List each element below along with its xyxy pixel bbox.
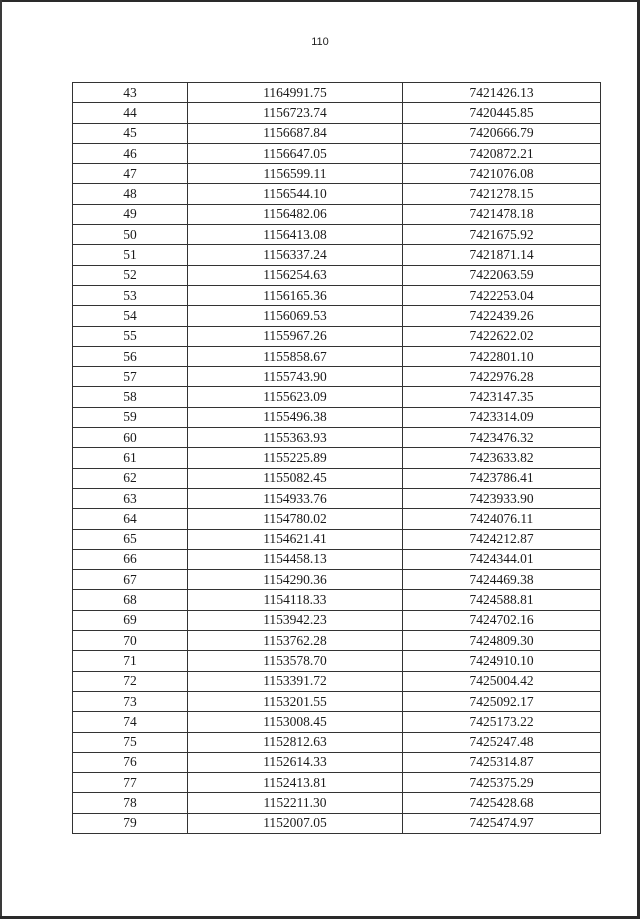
table-row [73, 407, 601, 427]
y-coordinate-cell: 7420872.21 [403, 143, 601, 163]
coordinates-table-body [73, 83, 601, 834]
page-number: 110 [311, 36, 329, 48]
y-coordinate-cell: 7425004.42 [403, 671, 601, 691]
point-number-cell: 78 [73, 793, 188, 813]
y-coordinate-cell: 7421076.08 [403, 164, 601, 184]
x-coordinate-cell: 1153942.23 [188, 610, 403, 630]
table-row [73, 428, 601, 448]
x-coordinate-cell: 1156723.74 [188, 103, 403, 123]
y-coordinate-cell: 7425375.29 [403, 773, 601, 793]
table-row [73, 651, 601, 671]
point-number-cell: 59 [73, 407, 188, 427]
scan-edge-left [0, 0, 2, 919]
table-row [73, 509, 601, 529]
y-coordinate-cell: 7422976.28 [403, 367, 601, 387]
x-coordinate-cell: 1153391.72 [188, 671, 403, 691]
x-coordinate-cell: 1155858.67 [188, 346, 403, 366]
table-row [73, 164, 601, 184]
point-number-cell: 49 [73, 204, 188, 224]
x-coordinate-cell: 1154621.41 [188, 529, 403, 549]
y-coordinate-cell: 7425173.22 [403, 712, 601, 732]
x-coordinate-cell: 1156647.05 [188, 143, 403, 163]
x-coordinate-cell: 1154780.02 [188, 509, 403, 529]
point-number-cell: 67 [73, 570, 188, 590]
table-row [73, 752, 601, 772]
y-coordinate-cell: 7425428.68 [403, 793, 601, 813]
point-number-cell: 44 [73, 103, 188, 123]
table-row [73, 306, 601, 326]
y-coordinate-cell: 7421871.14 [403, 245, 601, 265]
point-number-cell: 63 [73, 488, 188, 508]
table-row [73, 549, 601, 569]
y-coordinate-cell: 7425314.87 [403, 752, 601, 772]
y-coordinate-cell: 7420445.85 [403, 103, 601, 123]
y-coordinate-cell: 7423147.35 [403, 387, 601, 407]
table-row [73, 225, 601, 245]
y-coordinate-cell: 7421278.15 [403, 184, 601, 204]
y-coordinate-cell: 7421675.92 [403, 225, 601, 245]
table-row [73, 793, 601, 813]
coordinates-table [72, 82, 601, 834]
table-row [73, 245, 601, 265]
y-coordinate-cell: 7424212.87 [403, 529, 601, 549]
point-number-cell: 77 [73, 773, 188, 793]
y-coordinate-cell: 7422439.26 [403, 306, 601, 326]
table-row [73, 773, 601, 793]
x-coordinate-cell: 1154118.33 [188, 590, 403, 610]
x-coordinate-cell: 1154290.36 [188, 570, 403, 590]
table-row [73, 285, 601, 305]
table-row [73, 326, 601, 346]
point-number-cell: 74 [73, 712, 188, 732]
table-row [73, 448, 601, 468]
point-number-cell: 65 [73, 529, 188, 549]
point-number-cell: 51 [73, 245, 188, 265]
y-coordinate-cell: 7423933.90 [403, 488, 601, 508]
table-row [73, 488, 601, 508]
point-number-cell: 56 [73, 346, 188, 366]
table-row [73, 468, 601, 488]
y-coordinate-cell: 7424910.10 [403, 651, 601, 671]
point-number-cell: 47 [73, 164, 188, 184]
y-coordinate-cell: 7421478.18 [403, 204, 601, 224]
y-coordinate-cell: 7422253.04 [403, 285, 601, 305]
x-coordinate-cell: 1156544.10 [188, 184, 403, 204]
point-number-cell: 48 [73, 184, 188, 204]
table-row [73, 123, 601, 143]
table-row [73, 712, 601, 732]
x-coordinate-cell: 1164991.75 [188, 83, 403, 103]
table-row [73, 529, 601, 549]
y-coordinate-cell: 7422622.02 [403, 326, 601, 346]
x-coordinate-cell: 1156413.08 [188, 225, 403, 245]
point-number-cell: 61 [73, 448, 188, 468]
y-coordinate-cell: 7424344.01 [403, 549, 601, 569]
table-row [73, 570, 601, 590]
point-number-cell: 76 [73, 752, 188, 772]
point-number-cell: 43 [73, 83, 188, 103]
y-coordinate-cell: 7423314.09 [403, 407, 601, 427]
table-row [73, 184, 601, 204]
table-row [73, 813, 601, 833]
y-coordinate-cell: 7424809.30 [403, 631, 601, 651]
table-row [73, 83, 601, 103]
x-coordinate-cell: 1155082.45 [188, 468, 403, 488]
y-coordinate-cell: 7424076.11 [403, 509, 601, 529]
point-number-cell: 55 [73, 326, 188, 346]
x-coordinate-cell: 1156599.11 [188, 164, 403, 184]
x-coordinate-cell: 1155623.09 [188, 387, 403, 407]
point-number-cell: 66 [73, 549, 188, 569]
y-coordinate-cell: 7424702.16 [403, 610, 601, 630]
table-row [73, 691, 601, 711]
y-coordinate-cell: 7422063.59 [403, 265, 601, 285]
x-coordinate-cell: 1152211.30 [188, 793, 403, 813]
y-coordinate-cell: 7424469.38 [403, 570, 601, 590]
point-number-cell: 50 [73, 225, 188, 245]
point-number-cell: 70 [73, 631, 188, 651]
x-coordinate-cell: 1156482.06 [188, 204, 403, 224]
table-row [73, 610, 601, 630]
table-row [73, 732, 601, 752]
x-coordinate-cell: 1153578.70 [188, 651, 403, 671]
y-coordinate-cell: 7423786.41 [403, 468, 601, 488]
y-coordinate-cell: 7420666.79 [403, 123, 601, 143]
x-coordinate-cell: 1156337.24 [188, 245, 403, 265]
y-coordinate-cell: 7423633.82 [403, 448, 601, 468]
table-row [73, 265, 601, 285]
point-number-cell: 45 [73, 123, 188, 143]
table-row [73, 143, 601, 163]
table-row [73, 346, 601, 366]
point-number-cell: 57 [73, 367, 188, 387]
x-coordinate-cell: 1154933.76 [188, 488, 403, 508]
x-coordinate-cell: 1153762.28 [188, 631, 403, 651]
x-coordinate-cell: 1153008.45 [188, 712, 403, 732]
scan-edge-top [0, 0, 640, 2]
x-coordinate-cell: 1156254.63 [188, 265, 403, 285]
point-number-cell: 79 [73, 813, 188, 833]
x-coordinate-cell: 1152614.33 [188, 752, 403, 772]
x-coordinate-cell: 1152413.81 [188, 773, 403, 793]
y-coordinate-cell: 7424588.81 [403, 590, 601, 610]
x-coordinate-cell: 1153201.55 [188, 691, 403, 711]
y-coordinate-cell: 7423476.32 [403, 428, 601, 448]
y-coordinate-cell: 7422801.10 [403, 346, 601, 366]
point-number-cell: 62 [73, 468, 188, 488]
point-number-cell: 53 [73, 285, 188, 305]
x-coordinate-cell: 1155363.93 [188, 428, 403, 448]
x-coordinate-cell: 1155743.90 [188, 367, 403, 387]
point-number-cell: 72 [73, 671, 188, 691]
point-number-cell: 54 [73, 306, 188, 326]
point-number-cell: 64 [73, 509, 188, 529]
y-coordinate-cell: 7421426.13 [403, 83, 601, 103]
x-coordinate-cell: 1152812.63 [188, 732, 403, 752]
x-coordinate-cell: 1155496.38 [188, 407, 403, 427]
point-number-cell: 73 [73, 691, 188, 711]
table-row [73, 631, 601, 651]
point-number-cell: 75 [73, 732, 188, 752]
point-number-cell: 46 [73, 143, 188, 163]
y-coordinate-cell: 7425474.97 [403, 813, 601, 833]
point-number-cell: 52 [73, 265, 188, 285]
x-coordinate-cell: 1152007.05 [188, 813, 403, 833]
point-number-cell: 69 [73, 610, 188, 630]
x-coordinate-cell: 1155967.26 [188, 326, 403, 346]
table-row [73, 387, 601, 407]
x-coordinate-cell: 1156069.53 [188, 306, 403, 326]
table-row [73, 590, 601, 610]
point-number-cell: 71 [73, 651, 188, 671]
table-row [73, 367, 601, 387]
point-number-cell: 58 [73, 387, 188, 407]
x-coordinate-cell: 1154458.13 [188, 549, 403, 569]
point-number-cell: 68 [73, 590, 188, 610]
table-row [73, 204, 601, 224]
table-row [73, 103, 601, 123]
x-coordinate-cell: 1156687.84 [188, 123, 403, 143]
y-coordinate-cell: 7425247.48 [403, 732, 601, 752]
x-coordinate-cell: 1156165.36 [188, 285, 403, 305]
y-coordinate-cell: 7425092.17 [403, 691, 601, 711]
point-number-cell: 60 [73, 428, 188, 448]
x-coordinate-cell: 1155225.89 [188, 448, 403, 468]
table-row [73, 671, 601, 691]
